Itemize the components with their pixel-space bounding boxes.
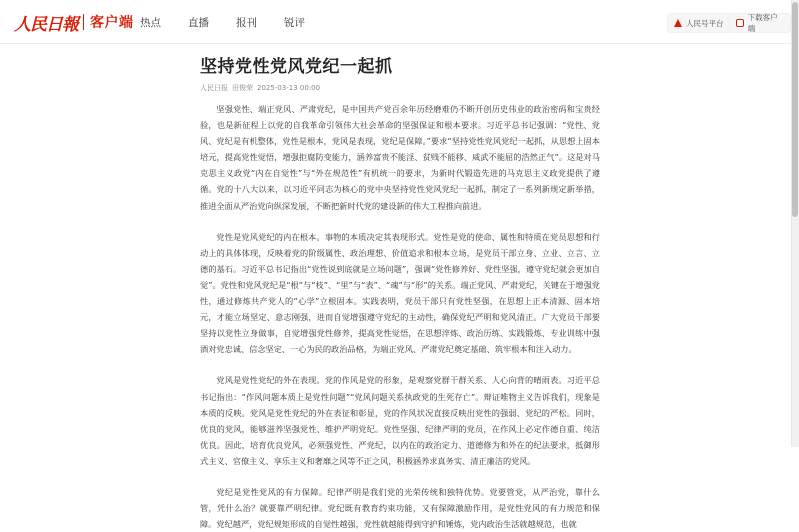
article-meta <box>200 83 600 93</box>
article-paragraph-3: 党风是党性党纪的外在表现。党的作风是党的形象，是观察党群干群关系、人心向背的晴雨表。习近平总书记指出：“作风问题本质上是党性问题”“党风问题关系执政党的生死存亡”。辩证唯物主义告诉我们，现象是本质的反映。党风是党性党纪的外在表征和彰显，党的作风状况直接反映出党性的强弱、党纪的严松。同时，优良的党风，能够滋养坚强党性、维护严明党纪。党性坚强、纪律严明的党员，在作风上必定作德自重、纯洁优良。因此，培育优良党风，必须强党性、严党纪，以内在的政治定力、道德修为和外在的纪法要求，抵御形式主义、官僚主义、享乐主义和奢靡之风等不正之风，积极涵养求真务实、清正廉洁的党风。 <box>200 375 600 466</box>
article <box>200 52 600 532</box>
logo-sub-text: 客户端 <box>90 15 134 31</box>
platform-label: 人民号平台 <box>686 18 724 28</box>
article-paragraph-1: 坚强党性、端正党风、严肃党纪，是中国共产党百余年历经磨难仍不断开创历史伟业的政治密码和宝贵经验，也是新征程上以党的自我革命引领伟大社会革命的坚强保证和根本要求。习近平总书记强调：“党性、党风、党纪是有机整体，党性是根本，党风是表现，党纪是保障。”要求“坚持党性党风党纪一起抓，从思想上固本培元，提高党性觉悟，增强拒腐防变能力，涵养富贵不能淫、贫贱不能移、威武不能屈的浩然正气”。这是对马克思主义政党“内在自觉性”与“外在规范性”有机统一的要求，为新时代锻造先进的马克思主义政党提供了遵循。党的十八大以来，以习近平同志为核心的党中央坚持党性党风党纪一起抓，制定了一系列新规定新举措，推进全面从严治党向纵深发展，不断把新时代党的建设新的伟大工程推向前进。 <box>200 104 600 211</box>
platform-icon <box>674 19 682 27</box>
top-header <box>0 0 791 44</box>
download-icon <box>736 19 744 27</box>
logo-divider <box>83 14 84 30</box>
nav-item-hot[interactable]: 热点 <box>140 16 161 29</box>
article-paragraph-4: 党纪是党性党风的有力保障。纪律严明是我们党的光荣传统和独特优势。党要管党，从严治党，靠什么管，凭什么治？就要靠严明纪律。党纪既有教育约束功能，又有保障激励作用，是党性党风的有力规范和保障。党纪越严，党纪规矩形成的自觉性越强，党性就越能得到守护和锤炼，党内政治生活就越规范，也就 <box>200 486 600 530</box>
main-nav <box>140 0 332 44</box>
platform-button[interactable] <box>667 13 732 33</box>
nav-item-newspaper[interactable]: 报刊 <box>236 16 257 29</box>
download-app-button[interactable] <box>729 13 791 33</box>
article-paragraph-2: 党性是党风党纪的内在根本。事物的本质决定其表现形式。党性是党的使命、属性和特质在党员思想和行动上的具体体现，反映着党的阶级属性、政治理想、价值追求和根本立场，是党员干部立身、立业、立言、立德的基石。习近平总书记指出“党性说到底就是立场问题”，强调“党性修养好、党性坚强，遵守党纪就会更加自觉”。党性和党风党纪是“根”与“枝”、“里”与“表”、“魂”与“形”的关系。端正党风、严肃党纪，关键在于增强党性，通过修炼共产党人的“心学”立根固本。实践表明，党员干部只有党性坚强，在思想上正本清源、固本培元，才能立场坚定、意志刚强，进而自觉增强遵守党纪的主动性，确保党纪严明和党风清正。广大党员干部要坚持以党性立身做事，自觉增强党性修养，提高党性觉悟，在思想淬炼、政治历练、实践锻炼、专业训练中强酒对党忠诚、信念坚定、一心为民的政治品格，为端正党风、严肃党纪奠定基础、筑牢根本和注入动力。 <box>200 231 600 355</box>
nav-item-commentary[interactable]: 锐评 <box>284 16 305 29</box>
article-body <box>200 101 600 532</box>
article-date: 2025-03-13 00:00 <box>257 84 321 92</box>
download-label: 下载客户端 <box>747 13 778 33</box>
article-source: 人民日报 <box>200 84 228 92</box>
logo-main-text: 人民日報 <box>14 14 78 35</box>
article-title: 坚持党性党风党纪一起抓 <box>200 57 393 77</box>
logo[interactable] <box>14 10 134 34</box>
article-author: 田俊荣 <box>232 84 253 92</box>
page-scrollbar[interactable] <box>791 0 799 447</box>
nav-item-live[interactable]: 直播 <box>188 16 209 29</box>
scrollbar-thumb[interactable] <box>792 2 798 217</box>
